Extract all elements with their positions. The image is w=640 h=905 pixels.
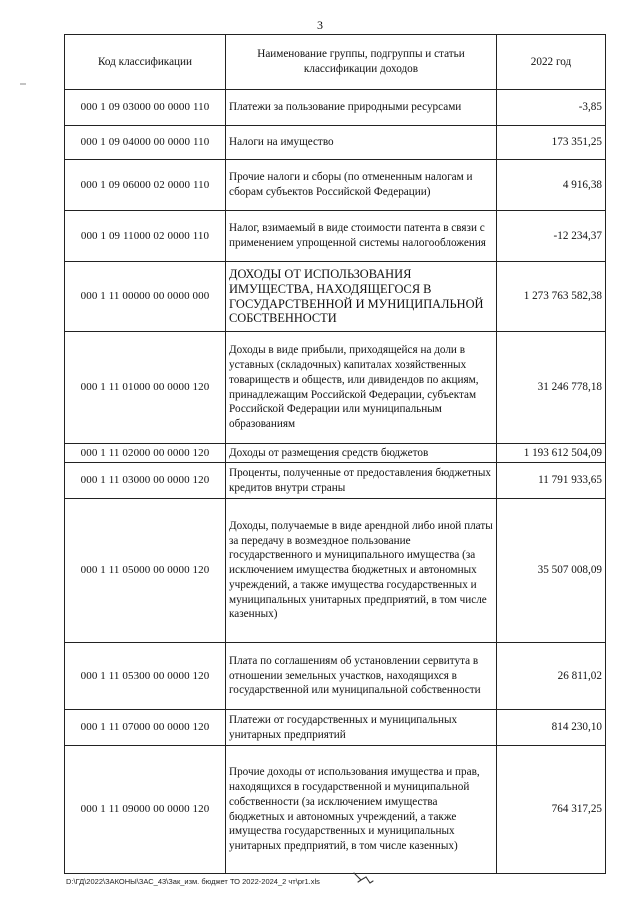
- header-code: Код классификации: [65, 35, 226, 90]
- row-name: Плата по соглашениям об установлении сервитута в отношении земельных участков, находящихся в государственной или муниципальной собственности: [226, 643, 497, 710]
- margin-mark: [20, 72, 26, 74]
- row-value: 26 811,02: [497, 643, 606, 710]
- page-number: 3: [317, 18, 323, 32]
- row-value: 4 916,38: [497, 160, 606, 211]
- row-name: Прочие доходы от использования имущества и прав, находящихся в государственной и муниципальной собственности (за исключением имущества бюджетных и автономных учреждений, а также имущества государственных и муниципальных унитарных предприятий, в том числе казенных): [226, 746, 497, 874]
- row-code: 000 1 09 06000 02 0000 110: [65, 160, 226, 211]
- footer-file-path: D:\ГД\2022\ЗАКОНЫ\ЗАС_43\Зак_изм. бюджет ТО 2022-2024_2 чт\pr1.xls: [66, 877, 320, 886]
- row-code: 000 1 09 11000 02 0000 110: [65, 211, 226, 262]
- table-row: [65, 710, 606, 746]
- row-value: 173 351,25: [497, 126, 606, 160]
- table-header-row: [65, 35, 606, 90]
- table-row: [65, 211, 606, 262]
- row-name: Проценты, полученные от предоставления бюджетных кредитов внутри страны: [226, 463, 497, 499]
- row-name: Доходы от размещения средств бюджетов: [226, 444, 497, 463]
- row-value: 1 193 612 504,09: [497, 444, 606, 463]
- row-name: Доходы, получаемые в виде арендной либо иной платы за передачу в возмездное пользование государственного и муниципального имущества (за исключением имущества бюджетных и автономных учреждений, а также имущества государственных и муниципальных унитарных предприятий, в том числе казенных): [226, 499, 497, 643]
- row-code: 000 1 11 02000 00 0000 120: [65, 444, 226, 463]
- header-value: 2022 год: [497, 35, 606, 90]
- table-row: [65, 262, 606, 332]
- row-value: 35 507 008,09: [497, 499, 606, 643]
- row-name: Налоги на имущество: [226, 126, 497, 160]
- row-name: ДОХОДЫ ОТ ИСПОЛЬЗОВАНИЯ ИМУЩЕСТВА, НАХОДЯЩЕГОСЯ В ГОСУДАРСТВЕННОЙ И МУНИЦИПАЛЬНОЙ СОБСТВЕННОСТИ: [226, 262, 497, 332]
- row-value: -3,85: [497, 90, 606, 126]
- table-row: [65, 463, 606, 499]
- row-value: 11 791 933,65: [497, 463, 606, 499]
- table-row: [65, 444, 606, 463]
- revenue-classification-table: [64, 34, 606, 874]
- row-value: 31 246 778,18: [497, 332, 606, 444]
- table-row: [65, 499, 606, 643]
- table-row: [65, 90, 606, 126]
- row-value: 1 273 763 582,38: [497, 262, 606, 332]
- row-code: 000 1 11 05000 00 0000 120: [65, 499, 226, 643]
- row-code: 000 1 11 07000 00 0000 120: [65, 710, 226, 746]
- row-value: -12 234,37: [497, 211, 606, 262]
- row-code: 000 1 09 04000 00 0000 110: [65, 126, 226, 160]
- row-name: Платежи за пользование природными ресурсами: [226, 90, 497, 126]
- row-code: 000 1 11 01000 00 0000 120: [65, 332, 226, 444]
- table-row: [65, 746, 606, 874]
- row-name: Платежи от государственных и муниципальных унитарных предприятий: [226, 710, 497, 746]
- row-name: Доходы в виде прибыли, приходящейся на доли в уставных (складочных) капиталах хозяйственных товариществ и обществ, или дивидендов по акциям, принадлежащим Российской Федерации, субъектам Российской Федерации или муниципальным образованиям: [226, 332, 497, 444]
- table-row: [65, 126, 606, 160]
- row-code: 000 1 11 03000 00 0000 120: [65, 463, 226, 499]
- table-row: [65, 160, 606, 211]
- row-name: Прочие налоги и сборы (по отмененным налогам и сборам субъектов Российской Федерации): [226, 160, 497, 211]
- row-name: Налог, взимаемый в виде стоимости патента в связи с применением упрощенной системы налогообложения: [226, 211, 497, 262]
- table-row: [65, 643, 606, 710]
- header-name: Наименование группы, подгруппы и статьи классификации доходов: [226, 35, 497, 90]
- handwritten-mark-icon: [352, 870, 374, 890]
- row-code: 000 1 09 03000 00 0000 110: [65, 90, 226, 126]
- row-value: 764 317,25: [497, 746, 606, 874]
- row-code: 000 1 11 00000 00 0000 000: [65, 262, 226, 332]
- table-row: [65, 332, 606, 444]
- row-code: 000 1 11 05300 00 0000 120: [65, 643, 226, 710]
- row-value: 814 230,10: [497, 710, 606, 746]
- row-code: 000 1 11 09000 00 0000 120: [65, 746, 226, 874]
